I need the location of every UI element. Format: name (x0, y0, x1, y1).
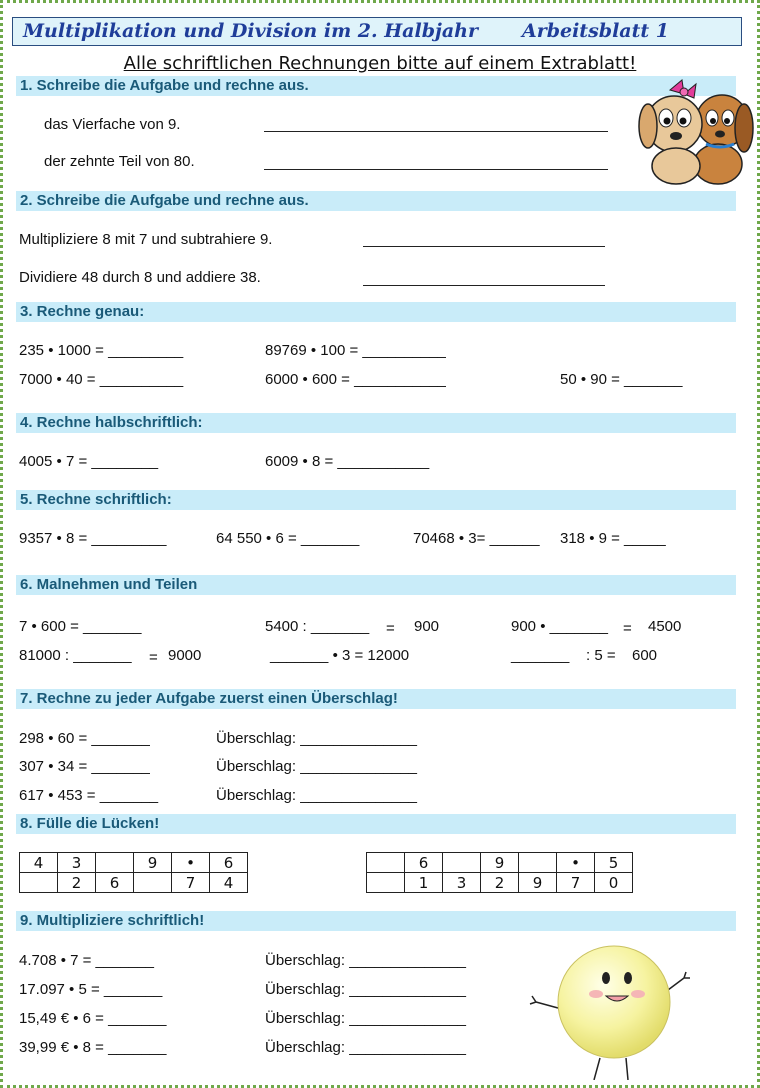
answer-line-2a[interactable] (363, 246, 605, 247)
grid-cell: • (557, 853, 595, 873)
gap-grid-right (366, 852, 633, 893)
gap-grid-left (19, 852, 248, 893)
task-6a2-equals: = (386, 620, 395, 637)
task-5a[interactable]: 9357 • 8 = _________ (19, 530, 167, 547)
grid-cell-blank[interactable] (519, 853, 557, 873)
grid-cell: 4 (210, 873, 248, 893)
title-bar (12, 17, 742, 46)
section-8-header (16, 814, 736, 834)
section-7-title: 7. Rechne zu jeder Aufgabe zuerst einen Überschlag! (20, 690, 398, 707)
grid-cell: 7 (557, 873, 595, 893)
smiley-ball-illustration (528, 940, 698, 1080)
task-6b3-result: 600 (632, 647, 658, 664)
task-3b[interactable]: 89769 • 100 = __________ (265, 342, 446, 359)
grid-cell-blank[interactable] (367, 853, 405, 873)
task-3c[interactable]: 7000 • 40 = __________ (19, 371, 184, 388)
estimate-7c[interactable]: Überschlag: ______________ (216, 787, 417, 804)
task-2b: Dividiere 48 durch 8 und addiere 38. (19, 269, 261, 286)
worksheet-title: Multiplikation und Division im 2. Halbjahr (23, 20, 479, 42)
estimate-9c[interactable]: Überschlag: ______________ (265, 1010, 466, 1027)
task-9b[interactable]: 17.097 • 5 = _______ (19, 981, 163, 998)
task-5c[interactable]: 70468 • 3= ______ (413, 530, 540, 547)
grid-cell: 9 (519, 873, 557, 893)
section-3-title: 3. Rechne genau: (20, 303, 145, 320)
grid-cell: 2 (481, 873, 519, 893)
grid-cell: • (172, 853, 210, 873)
grid-cell: 3 (58, 853, 96, 873)
grid-cell-blank[interactable] (20, 873, 58, 893)
grid-cell-blank[interactable] (134, 873, 172, 893)
estimate-9d[interactable]: Überschlag: ______________ (265, 1039, 466, 1056)
task-6a3-equals: = (623, 620, 632, 637)
grid-cell: 4 (20, 853, 58, 873)
section-2-title: 2. Schreibe die Aufgabe und rechne aus. (20, 192, 309, 209)
grid-cell: 2 (58, 873, 96, 893)
task-1b: der zehnte Teil von 80. (44, 153, 195, 170)
section-3-header (16, 302, 736, 322)
task-6b1-result: 9000 (168, 647, 202, 664)
grid-cell-blank[interactable] (443, 853, 481, 873)
task-2a: Multipliziere 8 mit 7 und subtrahiere 9. (19, 231, 273, 248)
grid-cell: 6 (96, 873, 134, 893)
task-3a[interactable]: 235 • 1000 = _________ (19, 342, 184, 359)
task-6a2-result: 900 (414, 618, 440, 635)
section-2-header (16, 191, 736, 211)
task-6a1[interactable]: 7 • 600 = _______ (19, 618, 142, 635)
task-1a: das Vierfache von 9. (44, 116, 181, 133)
section-1-header (16, 76, 736, 96)
grid-cell: 5 (595, 853, 633, 873)
section-7-header (16, 689, 736, 709)
task-6b2[interactable]: _______ • 3 = 12000 (270, 647, 410, 664)
task-7a[interactable]: 298 • 60 = _______ (19, 730, 150, 747)
section-4-title: 4. Rechne halbschriftlich: (20, 414, 203, 431)
task-6a3-result: 4500 (648, 618, 682, 635)
section-1-title: 1. Schreibe die Aufgabe und rechne aus. (20, 77, 309, 94)
grid-cell: 6 (405, 853, 443, 873)
answer-line-1a[interactable] (264, 131, 608, 132)
task-6b1[interactable]: 81000 : _______ (19, 647, 132, 664)
answer-line-2b[interactable] (363, 285, 605, 286)
section-5-title: 5. Rechne schriftlich: (20, 491, 172, 508)
grid-cell: 0 (595, 873, 633, 893)
task-4b[interactable]: 6009 • 8 = ___________ (265, 453, 430, 470)
section-6-header (16, 575, 736, 595)
grid-cell: 1 (405, 873, 443, 893)
grid-cell-blank[interactable] (367, 873, 405, 893)
task-9c[interactable]: 15,49 € • 6 = _______ (19, 1010, 167, 1027)
task-9d[interactable]: 39,99 € • 8 = _______ (19, 1039, 167, 1056)
task-7c[interactable]: 617 • 453 = _______ (19, 787, 159, 804)
task-4a[interactable]: 4005 • 7 = ________ (19, 453, 159, 470)
section-6-title: 6. Malnehmen und Teilen (20, 576, 198, 593)
estimate-7a[interactable]: Überschlag: ______________ (216, 730, 417, 747)
task-3e[interactable]: 50 • 90 = _______ (560, 371, 683, 388)
answer-line-1b[interactable] (264, 169, 608, 170)
estimate-9a[interactable]: Überschlag: ______________ (265, 952, 466, 969)
task-5d[interactable]: 318 • 9 = _____ (560, 530, 666, 547)
dogs-illustration (632, 76, 754, 188)
task-6a2[interactable]: 5400 : _______ (265, 618, 370, 635)
section-8-title: 8. Fülle die Lücken! (20, 815, 160, 832)
worksheet-number: Arbeitsblatt 1 (521, 20, 669, 42)
grid-cell: 3 (443, 873, 481, 893)
grid-cell: 6 (210, 853, 248, 873)
grid-cell: 7 (172, 873, 210, 893)
task-3d[interactable]: 6000 • 600 = ___________ (265, 371, 446, 388)
estimate-9b[interactable]: Überschlag: ______________ (265, 981, 466, 998)
task-9a[interactable]: 4.708 • 7 = _______ (19, 952, 154, 969)
section-4-header (16, 413, 736, 433)
task-6a3[interactable]: 900 • _______ (511, 618, 609, 635)
task-6b3-operator: : 5 = (586, 647, 616, 664)
task-6b3[interactable]: _______ (511, 647, 570, 664)
task-7b[interactable]: 307 • 34 = _______ (19, 758, 150, 775)
section-9-title: 9. Multipliziere schriftlich! (20, 912, 205, 929)
grid-cell: 9 (134, 853, 172, 873)
notice-text: Alle schriftlichen Rechnungen bitte auf einem Extrablatt! (123, 53, 637, 74)
task-5b[interactable]: 64 550 • 6 = _______ (216, 530, 360, 547)
task-6b1-equals: = (149, 649, 158, 666)
estimate-7b[interactable]: Überschlag: ______________ (216, 758, 417, 775)
grid-cell: 9 (481, 853, 519, 873)
section-9-header (16, 911, 736, 931)
grid-cell-blank[interactable] (96, 853, 134, 873)
section-5-header (16, 490, 736, 510)
